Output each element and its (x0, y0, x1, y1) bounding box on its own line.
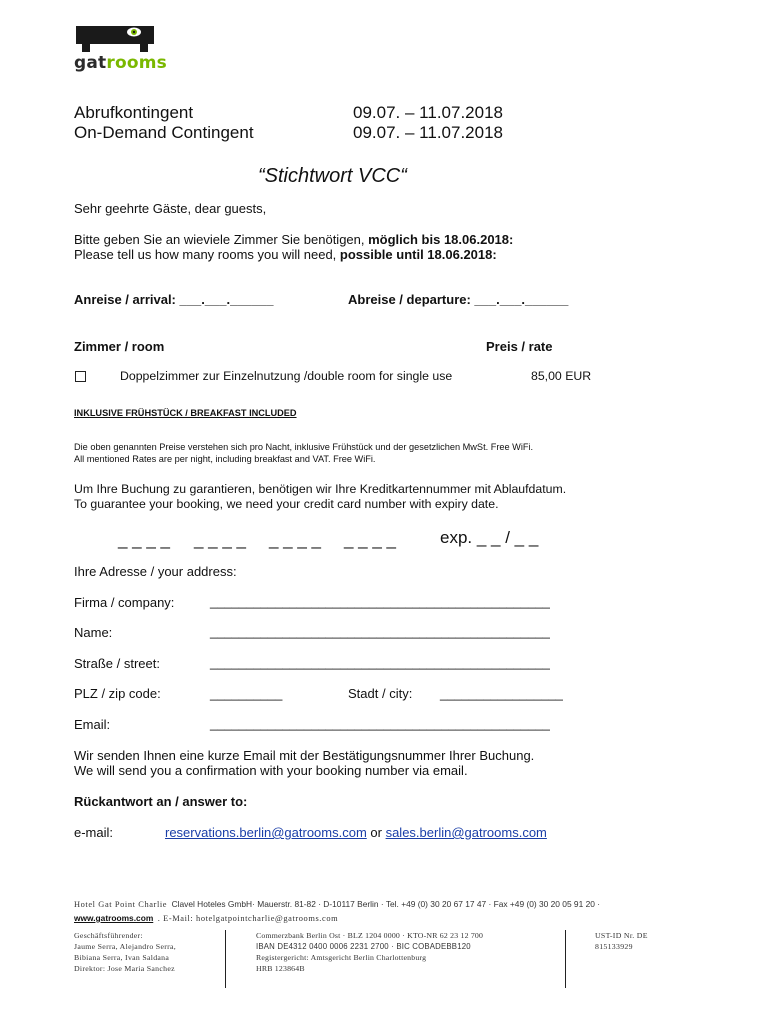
contingent-label-de: Abrufkontingent (74, 103, 194, 122)
logo-text-rooms: rooms (106, 53, 167, 73)
room-name: Doppelzimmer zur Einzelnutzung /double room for single use (120, 369, 453, 383)
footer-company-details: Clavel Hoteles GmbH· Mauerstr. 81-82 · D-10117 Berlin · Tel. +49 (0) 30 20 67 17 47 · Fax +49 (0) 30 20 05 91 20 · (171, 899, 601, 909)
footer-hrb-line: HRB 123864B (256, 964, 305, 973)
company-label: Firma / company: (74, 595, 175, 610)
footer-managers-line: Jaume Serra, Alejandro Serra, (74, 942, 177, 951)
intro-de-deadline: möglich bis 18.06.2018: (368, 232, 514, 247)
page-title: “Stichtwort VCC“ (258, 165, 407, 187)
arrival-field[interactable]: Anreise / arrival: ___.___.______ (74, 292, 274, 307)
confirmation-de: Wir senden Ihnen eine kurze Email mit der Bestätigungsnummer Ihrer Buchung. (74, 748, 535, 763)
room-rate: 85,00 EUR (531, 369, 592, 383)
card-number-group-2[interactable]: _ _ _ _ (194, 530, 246, 549)
reply-heading: Rückantwort an / answer to: (74, 794, 248, 809)
reply-email-label: e-mail: (74, 825, 114, 840)
address-heading: Ihre Adresse / your address: (74, 564, 237, 579)
street-field[interactable]: _______________________________________________ (210, 655, 550, 670)
zip-field[interactable]: __________ (210, 686, 283, 701)
footer-web-line (74, 908, 338, 926)
company-field[interactable]: _______________________________________________ (210, 594, 550, 609)
footer-email-text: . E-Mail: hotelgatpointcharlie@gatrooms.com (157, 914, 339, 923)
card-number-group-3[interactable]: _ _ _ _ (269, 530, 321, 549)
card-expiry-field[interactable]: exp. _ _ / _ _ (440, 528, 539, 547)
footer-vat-label: UST-ID Nr. DE (595, 931, 648, 940)
email-field[interactable]: _______________________________________________ (210, 716, 550, 731)
footer-managers (74, 930, 176, 974)
footer-bank (256, 930, 483, 974)
footer-divider (565, 930, 566, 988)
sales-email-link[interactable]: sales.berlin@gatrooms.com (385, 825, 547, 840)
guarantee-de: Um Ihre Buchung zu garantieren, benötigen wir Ihre Kreditkartennummer mit Ablaufdatum. (74, 482, 567, 496)
card-number-group-1[interactable]: _ _ _ _ (118, 530, 170, 549)
logo (74, 24, 167, 74)
room-column-header: Zimmer / room (74, 339, 165, 354)
intro-de (74, 232, 513, 247)
reply-email-line (165, 825, 547, 840)
intro-de-text: Bitte geben Sie an wieviele Zimmer Sie benötigen, (74, 232, 369, 247)
footer-director-line: Direktor: Jose Maria Sanchez (74, 964, 175, 973)
guarantee-en: To guarantee your booking, we need your credit card number with expiry date. (74, 497, 499, 511)
contingent-label-en: On-Demand Contingent (74, 123, 254, 142)
footer-hotel-name: Hotel Gat Point Charlie (74, 900, 168, 909)
city-label: Stadt / city: (348, 686, 413, 701)
city-field[interactable]: _________________ (440, 686, 563, 701)
greeting: Sehr geehrte Gäste, dear guests, (74, 201, 267, 216)
reservations-email-link[interactable]: reservations.berlin@gatrooms.com (165, 825, 367, 840)
price-note-en: All mentioned Rates are per night, including breakfast and VAT. Free WiFi. (74, 454, 376, 464)
confirmation-en: We will send you a confirmation with your booking number via email. (74, 763, 468, 778)
footer-iban-line: IBAN DE4312 0400 0006 2231 2700 · BIC COBADEBB120 (256, 942, 471, 951)
logo-text-gat: gat (74, 53, 107, 73)
footer-website-link[interactable]: www.gatrooms.com (74, 913, 154, 923)
street-label: Straße / street: (74, 656, 160, 671)
breakfast-note: INKLUSIVE FRÜHSTÜCK / BREAKFAST INCLUDED (74, 408, 297, 418)
footer-vat-number: 815133929 (595, 942, 633, 951)
footer-managers-heading: Geschäftsführender: (74, 931, 143, 940)
footer-vat (595, 930, 648, 952)
card-number-group-4[interactable]: _ _ _ _ (344, 530, 396, 549)
footer-register-line: Registergericht: Amtsgericht Berlin Charlottenburg (256, 953, 427, 962)
rate-column-header: Preis / rate (486, 339, 553, 354)
contingent-dates-de: 09.07. – 11.07.2018 (353, 103, 503, 122)
intro-en-deadline: possible until 18.06.2018: (339, 247, 497, 262)
reply-or-text: or (366, 825, 386, 840)
room-checkbox[interactable] (75, 371, 86, 382)
intro-en-text: Please tell us how many rooms you will need, (74, 247, 340, 262)
contingent-dates-en: 09.07. – 11.07.2018 (353, 123, 503, 142)
zip-label: PLZ / zip code: (74, 686, 161, 701)
intro-en (74, 247, 497, 262)
footer-bank-line: Commerzbank Berlin Ost · BLZ 1204 0000 · KTO-NR 62 23 12 700 (256, 931, 484, 940)
email-label: Email: (74, 717, 111, 732)
footer-divider (225, 930, 226, 988)
name-field[interactable]: _______________________________________________ (210, 624, 550, 639)
price-note-de: Die oben genannten Preise verstehen sich pro Nacht, inklusive Frühstück und der gesetzlichen MwSt. Free WiFi. (74, 442, 534, 452)
departure-field[interactable]: Abreise / departure: ___.___.______ (348, 292, 569, 307)
footer-managers-line: Bibiana Serra, Ivan Saldana (74, 953, 170, 962)
bed-logo-icon (74, 24, 158, 54)
name-label: Name: (74, 625, 113, 640)
